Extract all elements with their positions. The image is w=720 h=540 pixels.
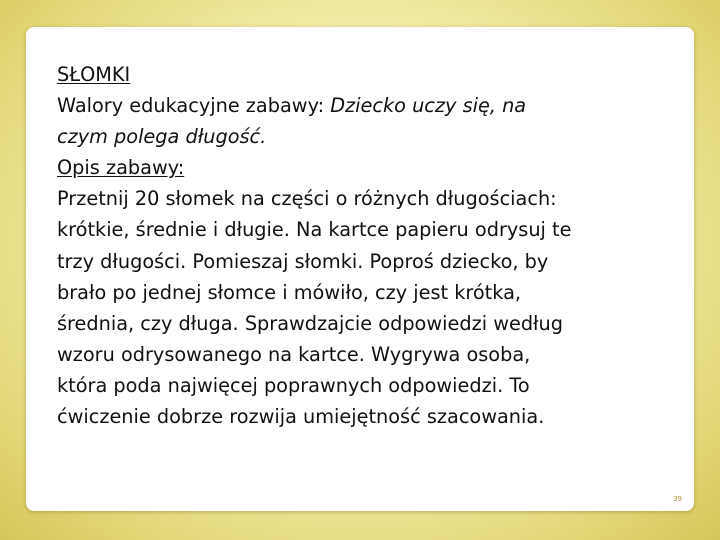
educational-values-line	[57, 90, 682, 121]
slide-text-body	[57, 59, 682, 432]
description-line: wzoru odrysowanego na kartce. Wygrywa osoba,	[57, 342, 531, 366]
description-line: Przetnij 20 słomek na części o różnych długościach:	[57, 187, 557, 211]
slide-title: SŁOMKI	[57, 63, 131, 86]
description-line: średnia, czy długa. Sprawdzajcie odpowiedzi według	[57, 311, 564, 335]
page-number: 39	[673, 495, 682, 503]
educational-values-text-continued: czym polega długość.	[57, 125, 267, 149]
description-line: która poda najwięcej poprawnych odpowiedzi. To	[57, 373, 530, 397]
description-line: brało po jednej słomce i mówiło, czy jest krótka,	[57, 280, 522, 304]
description-line: trzy długości. Pomieszaj słomki. Poproś dziecko, by	[57, 249, 549, 273]
description-label: Opis zabawy:	[57, 156, 185, 180]
slide-card	[26, 27, 694, 511]
description-line: ćwiczenie dobrze rozwija umiejętność szacowania.	[57, 405, 545, 429]
educational-values-label: Walory edukacyjne zabawy:	[57, 94, 331, 118]
educational-values-text: Dziecko uczy się, na	[330, 94, 527, 118]
description-line: krótkie, średnie i długie. Na kartce papieru odrysuj te	[57, 218, 572, 242]
